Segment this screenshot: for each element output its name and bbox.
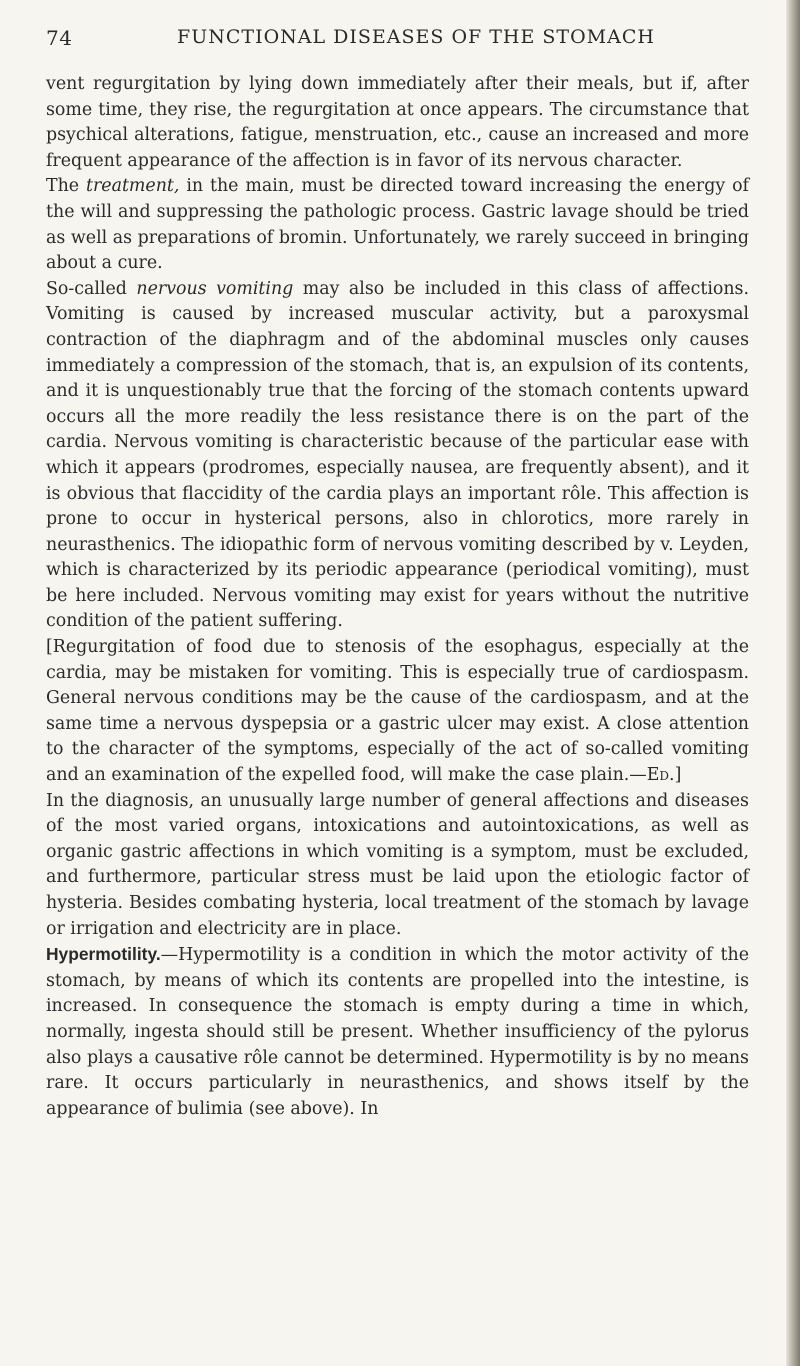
paragraph — [46, 942, 749, 1122]
text-smallcaps: Ed. — [646, 765, 675, 786]
running-head: FUNCTIONAL DISEASES OF THE STOMACH — [177, 26, 655, 48]
text-run: —Hypermotility is a condition in which the motor activity of the stomach, by means of which its contents are propelled into the intestine, is increased. In consequence the stomach is empty during a time in which, normally, ingesta should still be present. Whether insufficiency of the pylorus also plays a causative rôle cannot be determined. Hypermotility is by no means rare. It occurs particularly in neurasthenics, and shows itself by the appearance of bulimia (see above). In — [46, 945, 749, 1119]
text-run: In the diagnosis, an unusually large number of general affections and diseases of the most varied organs, intoxications and autointoxications, as well as organic gastric affections in which vomiting is a symptom, must be excluded, and furthermore, particular stress must be laid upon the etiologic factor of hysteria. Besides combating hysteria, local treatment of the stomach by lavage or irrigation and electricity are in place. — [46, 790, 749, 939]
text-run: So-called — [46, 278, 137, 299]
page-header — [46, 26, 746, 56]
paragraph — [46, 635, 749, 789]
text-run: may also be included in this class of affections. Vomiting is caused by increased muscular activity, but a paroxysmal contraction of the diaphragm and of the abdominal muscles only causes immediately a compression of the stomach, that is, an expulsion of its contents, and it is unquestionably true that the forcing of the stomach contents upward occurs all the more readily the less resistance there is on the part of the cardia. Nervous vomiting is characteristic because of the particular ease with which it appears (prodromes, especially nausea, are frequently absent), and it is obvious that flaccidity of the cardia plays an important rôle. This affection is prone to occur in hysterical persons, also in chlorotics, more rarely in neurasthenics. The idiopathic form of nervous vomiting described by v. Leyden, which is characterized by its periodic appearance (periodical vomiting), must be here included. Nervous vomiting may exist for years without the nutritive condition of the patient suffering. — [46, 278, 750, 632]
text-run: vent regurgitation by lying down immediately after their meals, but if, after some time, they rise, the regurgitation at once appears. The circumstance that psychical alterations, fatigue, menstruation, etc., cause an increased and more frequent appearance of the affection is in favor of its nervous character. — [46, 74, 749, 171]
body-text — [46, 72, 749, 1122]
paragraph — [46, 72, 749, 174]
text-italic: treatment, — [85, 176, 180, 197]
text-run: in the main, must be directed toward increasing the energy of the will and suppressing the pathologic process. Gastric lavage should be tried as well as preparations of bromin. Unfortunately, we rarely succeed in bringing about a cure. — [46, 176, 749, 274]
page-number: 74 — [46, 26, 73, 50]
text-run: [Regurgitation of food due to stenosis of the esophagus, especially at the cardia, may be mistaken for vomiting. This is especially true of cardiospasm. General nervous conditions may be the cause of the cardiospasm, and at the same time a nervous dyspepsia or a gastric ulcer may exist. A close attention to the character of the symptoms, especially of the act of so-called vomiting and an examination of the expelled food, will make the case plain.— — [46, 637, 749, 786]
paragraph — [46, 789, 749, 943]
paragraph — [46, 174, 749, 276]
text-italic: nervous vomiting — [136, 278, 294, 299]
text-run: The — [46, 176, 86, 197]
paragraph — [46, 277, 749, 635]
page-edge — [786, 0, 800, 1366]
text-run: ] — [674, 765, 682, 786]
text-bold: Hypermotility. — [46, 944, 161, 965]
